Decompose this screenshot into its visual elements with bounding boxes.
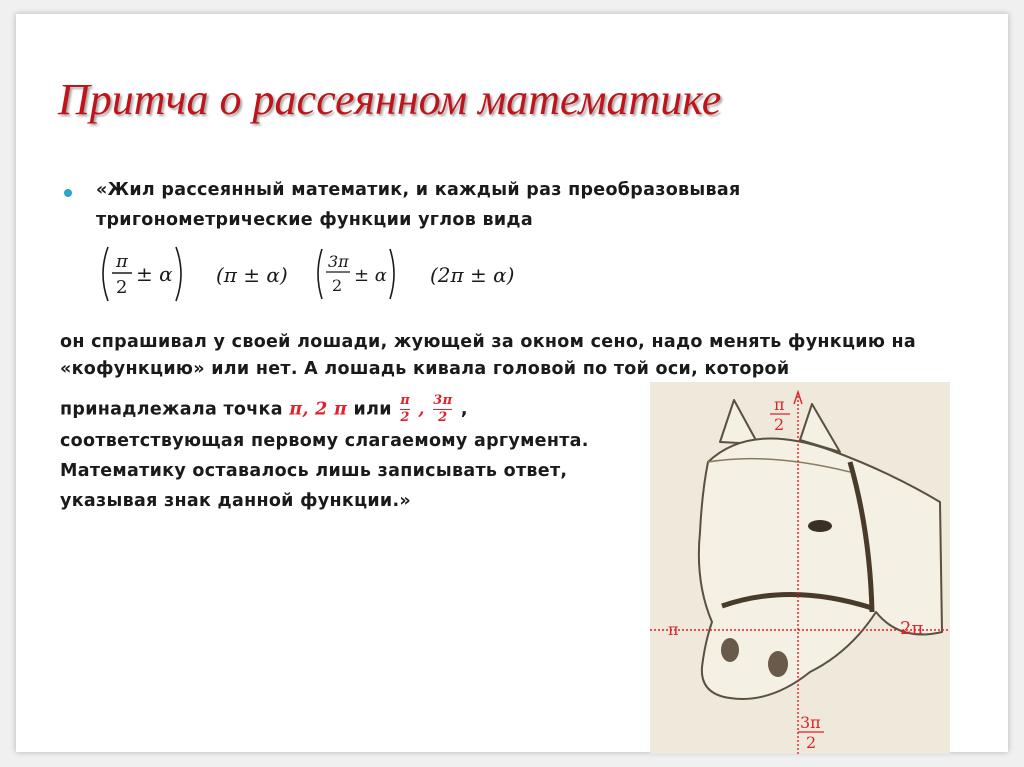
- formula-3-num: 3π: [328, 252, 349, 271]
- math-comma-2: ,: [418, 399, 425, 420]
- para-line-6: указывая знак данной функции.»: [60, 491, 412, 511]
- formula-1-rest: ± α: [136, 262, 173, 286]
- formula-3-den: 2: [332, 276, 343, 295]
- bullet-line-2: тригонометрические функции углов вида: [96, 210, 533, 230]
- bullet-line-1: «Жил рассеянный математик, и каждый раз преобразовывая: [96, 180, 741, 200]
- horse-right-nostril: [768, 651, 788, 677]
- para-line-5: Математику оставалось лишь записывать ответ,: [60, 461, 568, 481]
- formula-pi-plus-minus: (π ± α): [216, 263, 288, 287]
- bullet-dot-icon: [64, 189, 72, 197]
- horse-drawing: [650, 382, 950, 754]
- math-frac-pi-half: $\frac{\pi}{2}$: [400, 393, 411, 425]
- horse-eye: [808, 520, 832, 532]
- math-two-pi: 2 π: [315, 399, 348, 420]
- formula-2pi-plus-minus: (2π ± α): [430, 263, 515, 287]
- horse-head: [699, 438, 942, 698]
- axis-label-left: π: [668, 620, 679, 639]
- math-comma-1: ,: [302, 399, 309, 420]
- axis-label-top-den: 2: [774, 415, 785, 434]
- formula-3-rest: ± α: [354, 265, 387, 286]
- para-line-3-or: или: [353, 399, 392, 420]
- formula-list: [96, 239, 536, 309]
- horse-left-nostril: [721, 638, 739, 662]
- formula-3pi-half: [318, 249, 394, 299]
- formula-1-num: π: [116, 251, 128, 272]
- para-line-4: соответствующая первому слагаемому аргумента.: [60, 431, 589, 451]
- axis-label-bottom-den: 2: [806, 733, 817, 752]
- slide-title: Притча о рассеянном математике: [58, 75, 722, 124]
- para-line-1: он спрашивал у своей лошади, жующей за окном сено, надо менять функцию на: [60, 332, 917, 352]
- formula-pi-half: [103, 247, 181, 301]
- axis-label-bottom-num: 3π: [800, 713, 821, 732]
- axis-label-top-num: π: [774, 395, 785, 414]
- para-line-3-start: принадлежала точка: [60, 399, 283, 420]
- math-comma-3: ,: [460, 399, 468, 420]
- slide: [16, 14, 1008, 752]
- axis-label-right: 2π: [900, 618, 924, 639]
- para-line-3: [60, 394, 468, 425]
- para-line-2: «кофункцию» или нет. А лошадь кивала головой по той оси, которой: [60, 359, 790, 379]
- math-pi: π: [289, 399, 303, 420]
- math-frac-3pi-half: $\frac{3\pi}{2}$: [433, 393, 453, 425]
- horse-left-ear: [720, 400, 758, 444]
- horse-illustration: [650, 382, 950, 754]
- formula-1-den: 2: [116, 277, 128, 298]
